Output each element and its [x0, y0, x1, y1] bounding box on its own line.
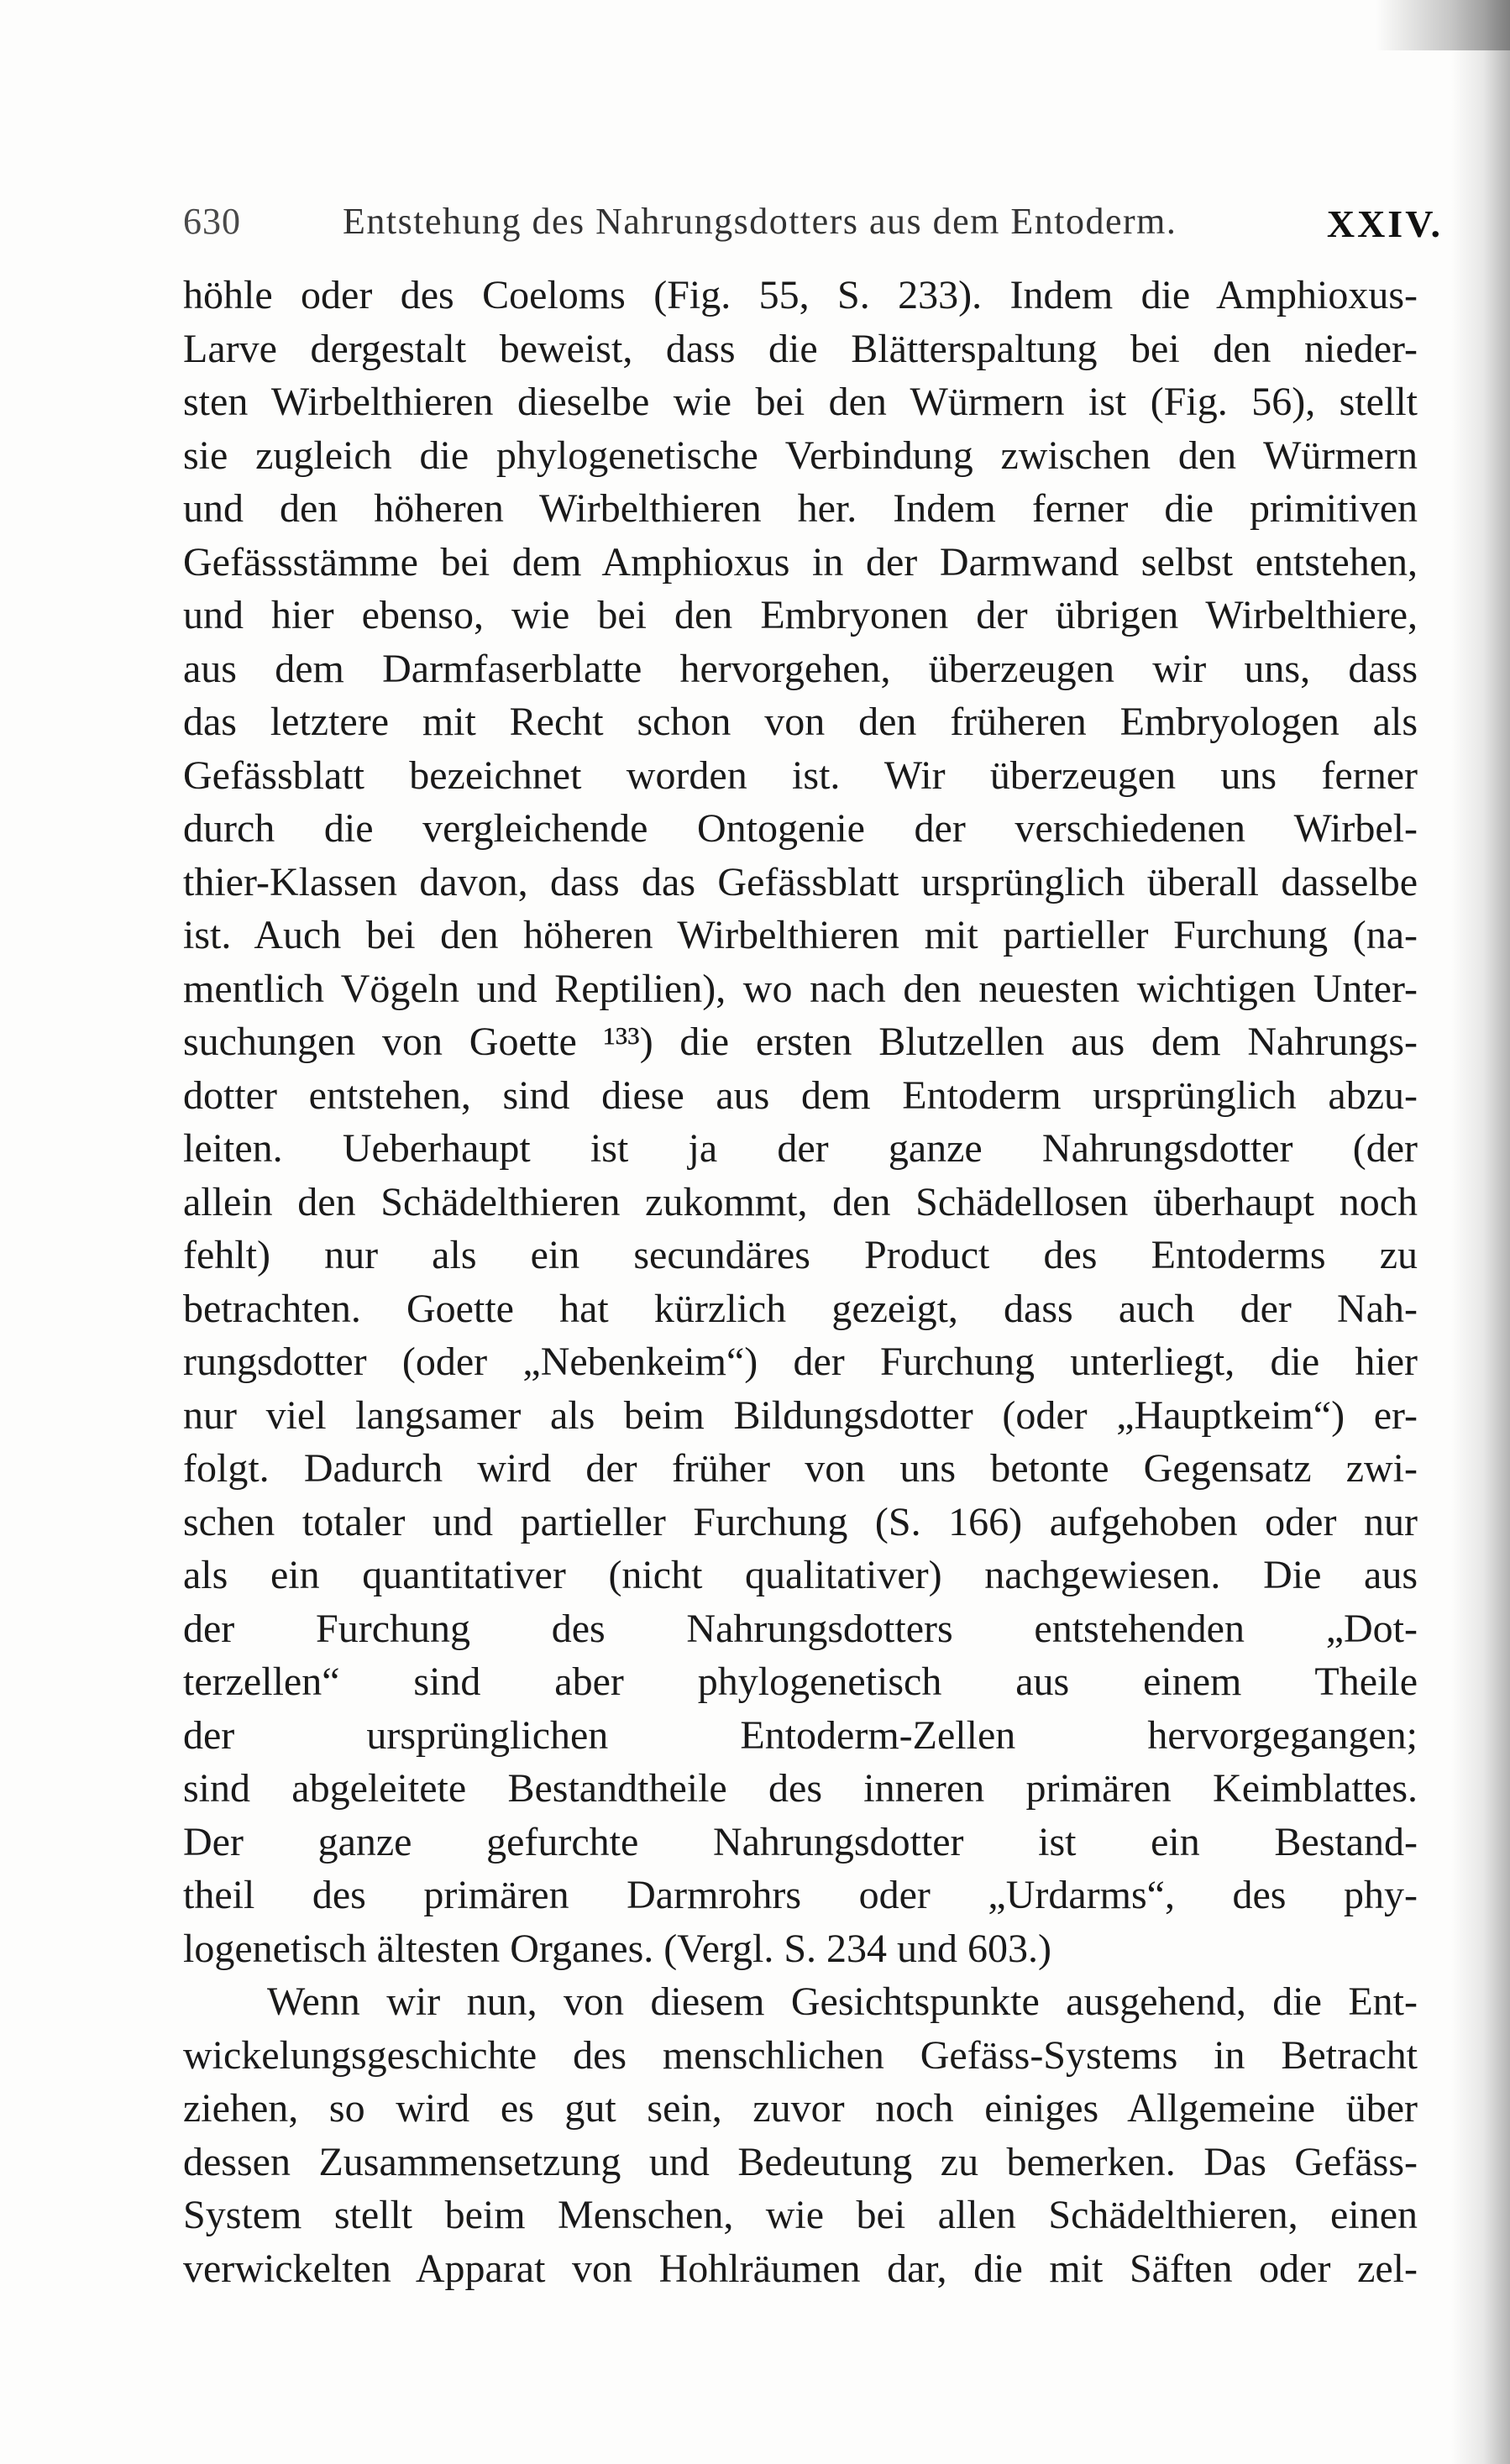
text-line: verwickelten Apparat von Hohlräumen dar, die mit Säften oder zel- [183, 2246, 1418, 2291]
text-line: dessen Zusammensetzung und Bedeutung zu bemerken. Das Gefäss- [183, 2139, 1418, 2184]
page-number: 630 [183, 201, 241, 242]
body-text [183, 269, 1418, 2295]
text-line: mentlich Vögeln und Reptilien), wo nach den neuesten wichtigen Unter- [183, 966, 1418, 1011]
scan-corner-shadow [1376, 0, 1510, 50]
text-line: theil des primären Darmrohrs oder „Urdarms“, des phy- [183, 1873, 1418, 1917]
paragraph-start-line: Wenn wir nun, von diesem Gesichtspunkte ausgehend, die Ent- [267, 1979, 1418, 2024]
text-line: Gefässstämme bei dem Amphioxus in der Darmwand selbst entstehen, [183, 539, 1418, 585]
text-line: System stellt beim Menschen, wie bei allen Schädelthieren, einen [183, 2193, 1418, 2237]
text-line: schen totaler und partieller Furchung (S. 166) aufgehoben oder nur [183, 1499, 1418, 1544]
text-line: Gefässblatt bezeichnet worden ist. Wir überzeugen uns ferner [183, 752, 1418, 798]
text-line: aus dem Darmfaserblatte hervorgehen, überzeugen wir uns, dass [183, 646, 1418, 691]
text-line: höhle oder des Coeloms (Fig. 55, S. 233). Indem die Amphioxus- [183, 273, 1418, 317]
text-line: dotter entstehen, sind diese aus dem Entoderm ursprünglich abzu- [183, 1072, 1418, 1118]
text-line: das letztere mit Recht schon von den früheren Embryologen als [183, 700, 1418, 744]
text-line: wickelungsgeschichte des menschlichen Gefäss-Systems in Betracht [183, 2032, 1418, 2078]
running-title: Entstehung des Nahrungsdotters aus dem Entoderm. [343, 201, 1177, 242]
text-line: sind abgeleitete Bestandtheile des inneren primären Keimblattes. [183, 1766, 1418, 1811]
text-line: ist. Auch bei den höheren Wirbelthieren mit partieller Furchung (na- [183, 913, 1418, 957]
text-line: und den höheren Wirbelthieren her. Indem ferner die primitiven [183, 486, 1418, 531]
text-line: ziehen, so wird es gut sein, zuvor noch einiges Allgemeine über [183, 2086, 1418, 2131]
paragraph-end-line: logenetisch ältesten Organes. (Vergl. S. 234 und 603.) [183, 1926, 1052, 1971]
running-header [183, 200, 1443, 250]
text-line: und hier ebenso, wie bei den Embryonen der übrigen Wirbelthiere, [183, 593, 1418, 637]
text-line: folgt. Dadurch wird der früher von uns betonte Gegensatz zwi- [183, 1446, 1418, 1491]
chapter-number: XXIV. [1326, 202, 1443, 245]
scan-edge-shadow [1451, 0, 1510, 2464]
text-line: leiten. Ueberhaupt ist ja der ganze Nahrungsdotter (der [183, 1126, 1418, 1171]
text-line: suchungen von Goette ¹³³) die ersten Blutzellen aus dem Nahrungs- [183, 1020, 1418, 1064]
text-line: allein den Schädelthieren zukommt, den Schädellosen überhaupt noch [183, 1179, 1418, 1224]
text-line: fehlt) nur als ein secundäres Product des Entoderms zu [183, 1233, 1418, 1277]
text-line: thier-Klassen davon, dass das Gefässblatt ursprünglich überall dasselbe [183, 859, 1418, 904]
text-line: sten Wirbelthieren dieselbe wie bei den Würmern ist (Fig. 56), stellt [183, 380, 1418, 424]
text-line: sie zugleich die phylogenetische Verbindung zwischen den Würmern [183, 433, 1418, 478]
text-line: der ursprünglichen Entoderm-Zellen hervorgegangen; [183, 1712, 1418, 1758]
text-line: der Furchung des Nahrungsdotters entstehenden „Dot- [183, 1606, 1418, 1651]
text-line: rungsdotter (oder „Nebenkeim“) der Furchung unterliegt, die hier [183, 1339, 1418, 1384]
text-line: terzellen“ sind aber phylogenetisch aus einem Theile [183, 1659, 1418, 1704]
text-line: Der ganze gefurchte Nahrungsdotter ist ein Bestand- [183, 1819, 1418, 1864]
text-line: durch die vergleichende Ontogenie der verschiedenen Wirbel- [183, 806, 1418, 851]
text-line: nur viel langsamer als beim Bildungsdotter (oder „Hauptkeim“) er- [183, 1392, 1418, 1438]
text-line: als ein quantitativer (nicht qualitativer) nachgewiesen. Die aus [183, 1553, 1418, 1597]
text-line: betrachten. Goette hat kürzlich gezeigt, dass auch der Nah- [183, 1286, 1418, 1331]
text-line: Larve dergestalt beweist, dass die Blätterspaltung bei den nieder- [183, 326, 1418, 371]
